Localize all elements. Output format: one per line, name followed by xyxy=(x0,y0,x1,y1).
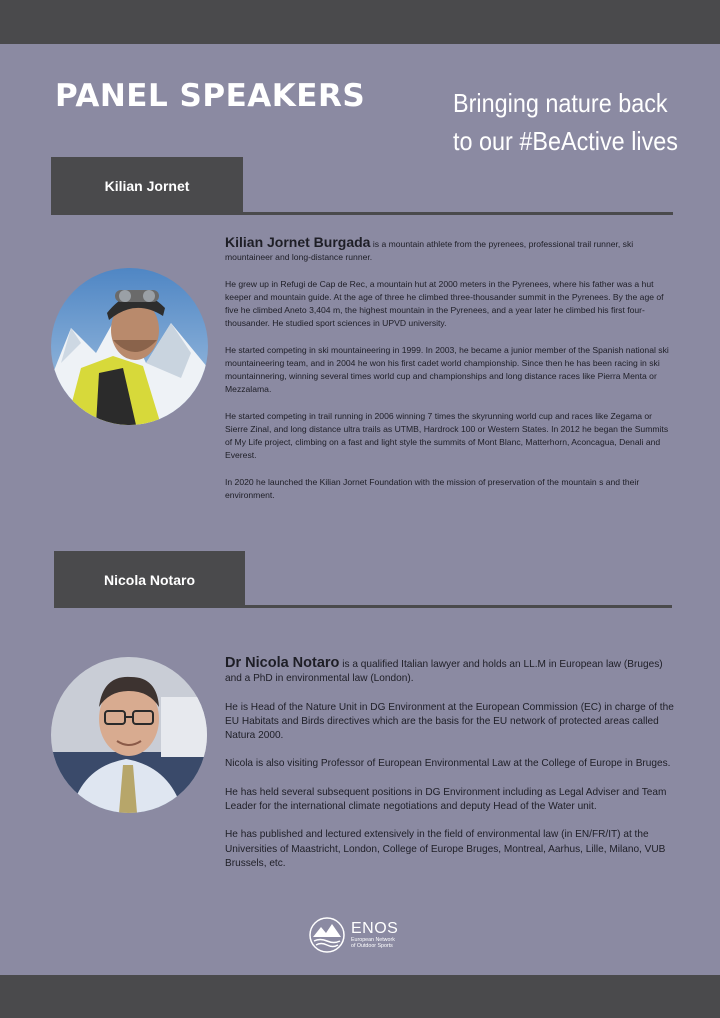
mountain-logo-icon xyxy=(309,917,345,953)
top-bar xyxy=(0,0,720,44)
enos-logo-text xyxy=(351,921,398,950)
speaker-2-name-tab: Nicola Notaro xyxy=(54,551,245,608)
enos-logo-sub1: European Network xyxy=(351,936,395,943)
speaker-2-intro xyxy=(225,656,677,686)
speaker-1-divider xyxy=(51,212,673,215)
speaker-1-photo xyxy=(51,268,208,425)
enos-logo-sub2: of Outdoor Sports xyxy=(351,943,393,949)
speaker-1-paragraph: In 2020 he launched the Kilian Jornet Foundation with the mission of preservation of the mountain s and their environment. xyxy=(225,476,640,500)
speaker-2-paragraph: He is Head of the Nature Unit in DG Environment at the European Commission (EC) in charge of the EU Habitats and Birds directives which are the basis for the EU network of protected areas called Natura 2000. xyxy=(225,701,674,741)
speaker-1-intro xyxy=(225,236,673,264)
speaker-1-paragraph: He started competing in trail running in 2006 winning 7 times the skyrunning world cup and races like Zegama or Sierre Zinal, and long distance ultra trails as UTMB, Hardrock 100 or Western States. In 2012 he began the Summits of My Life project, climbing on a fast and light style the summits of Mont Blanc, Matterhorn, Aconcagua, Denali and Everest. xyxy=(225,410,669,461)
speaker-1-name-tab: Kilian Jornet xyxy=(51,157,243,214)
speaker-2-paragraph: Nicola is also visiting Professor of European Environmental Law at the College of Europe in Bruges. xyxy=(225,758,671,770)
tagline-line-1: Bringing nature back xyxy=(453,88,668,118)
tagline-line-2: to our #BeActive lives xyxy=(453,126,679,156)
speaker-1-paragraph: He started competing in ski mountaineering in 1999. In 2003, he became a junior member of the Spanish national ski mountaineering team, and in 2004 he won his first cadet world championship. Since then he has been racing in ski mountainnering, winning several times world cup and championships and long distance races like Pierra Menta or Mezzalama. xyxy=(225,344,669,395)
speaker-2-photo xyxy=(51,657,207,813)
speaker-1-intro-text: is a mountain athlete from the pyrenees, professional trail runner, ski mountaineer and long-distance runner. xyxy=(225,239,634,263)
speaker-2-full-name: Dr Nicola Notaro xyxy=(225,655,340,671)
speaker-1-paragraph: He grew up in Refugi de Cap de Rec, a mountain hut at 2000 meters in the Pyrenees, where his father was a hut keeper and mountain guide. At the age of three he climbed three-thousander summit in the Pyrenees. By the age of five he climbed Aneto 3,404 m, the highest mountain in the Pyrenees, and a year later he climbed his first four-thousander. He studied sport sciences in UPVD university. xyxy=(225,278,664,329)
speaker-2-divider xyxy=(54,605,672,608)
speaker-2-intro-text: is a qualified Italian lawyer and holds an LL.M in European law (Bruges) and a PhD in environmental law (London). xyxy=(225,659,663,685)
speaker-2-paragraph: He has held several subsequent positions in DG Environment including as Legal Adviser and Team Leader for the international climate negotiations and deputy Head of the Water unit. xyxy=(225,786,667,812)
tagline xyxy=(453,84,687,160)
speaker-2-paragraph: He has published and lectured extensively in the field of environmental law (in EN/FR/IT) at the Universities of Maastricht, London, College of Europe Bruges, Montreal, Aarhus, Lille, Milano, VUB Brussels, etc. xyxy=(225,829,666,869)
bottom-bar xyxy=(0,975,720,1018)
enos-logo xyxy=(309,917,398,953)
speaker-2-bio xyxy=(225,656,677,885)
speaker-1-bio xyxy=(225,236,673,515)
page-title: PANEL SPEAKERS xyxy=(55,78,366,114)
speaker-1-full-name: Kilian Jornet Burgada xyxy=(225,234,371,250)
enos-logo-name: ENOS xyxy=(351,919,399,937)
